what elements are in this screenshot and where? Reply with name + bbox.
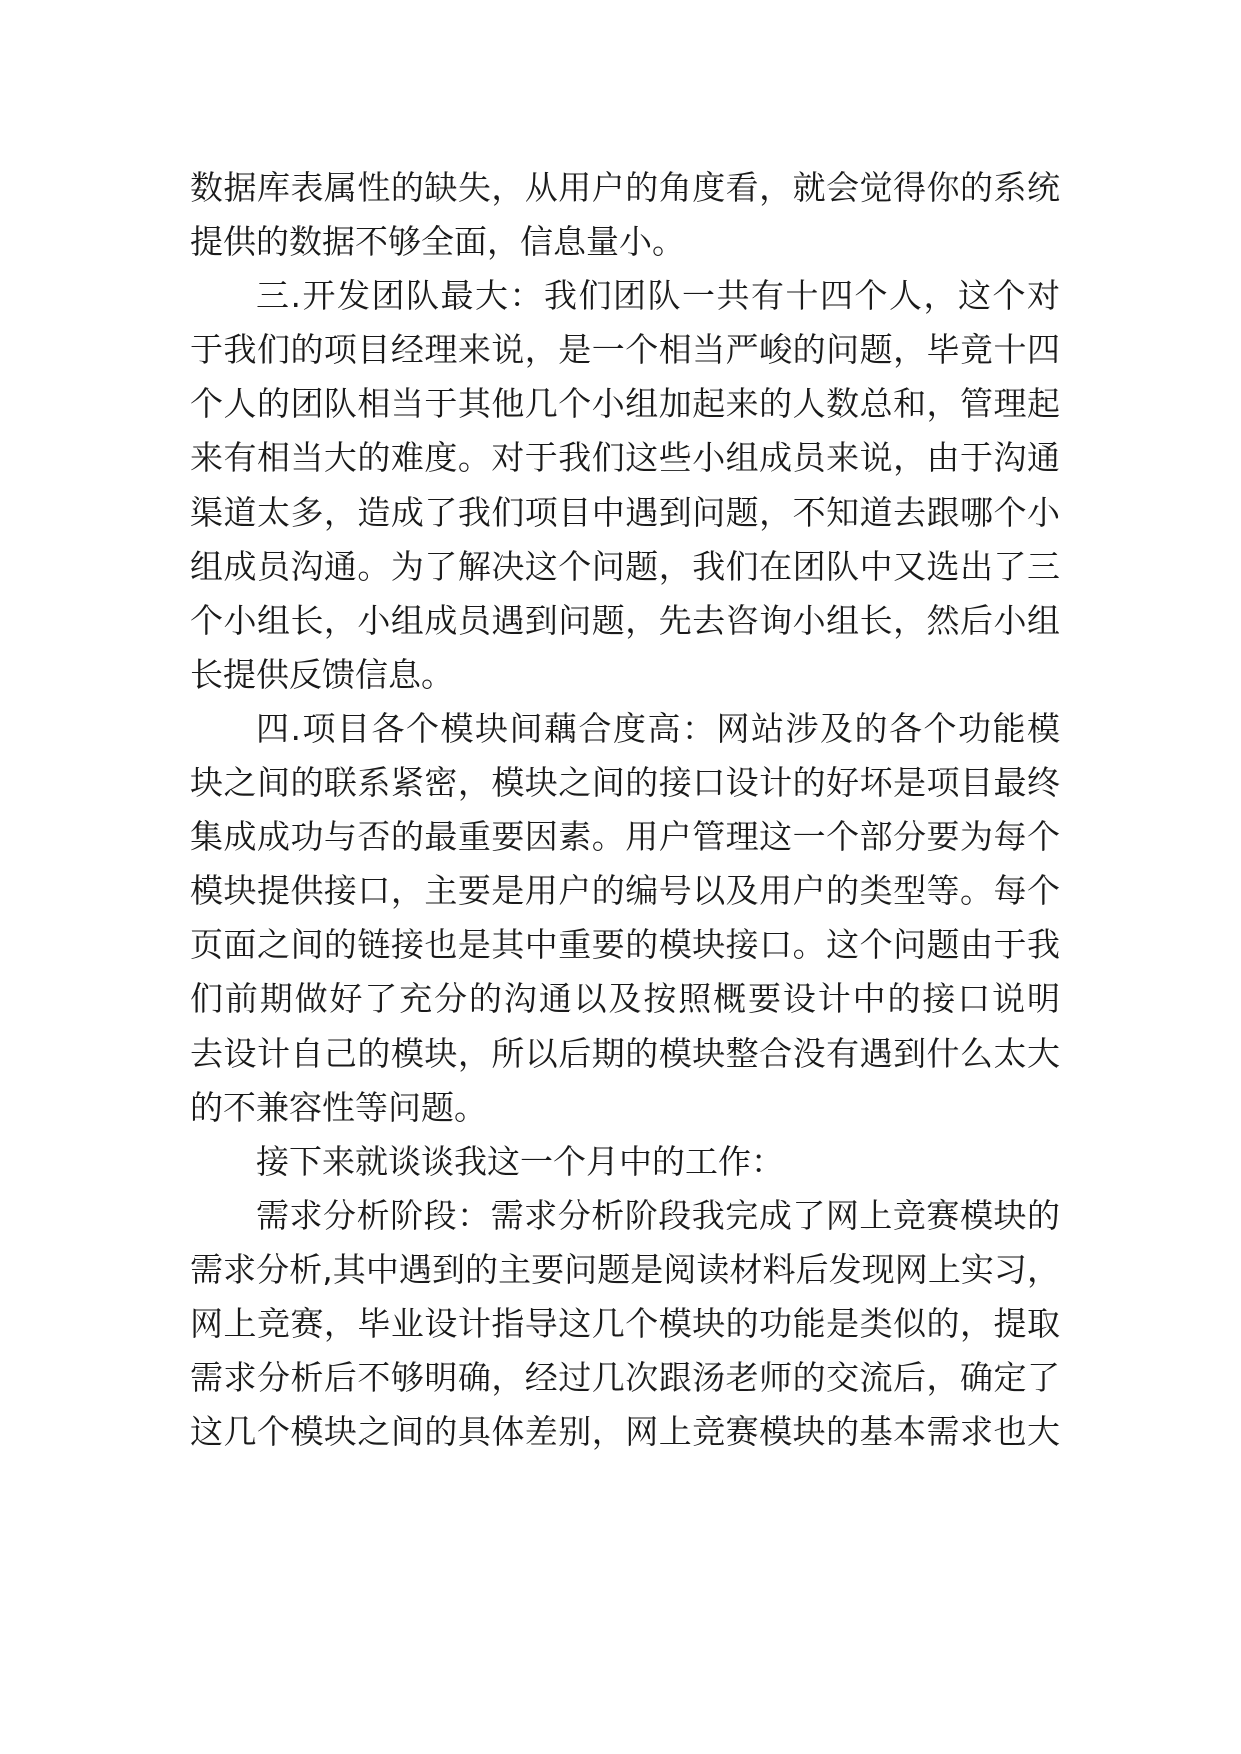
- text-line: 模块提供接口，主要是用户的编号以及用户的类型等。每个: [190, 871, 1060, 911]
- text-line: 网上竞赛，毕业设计指导这几个模块的功能是类似的，提取: [190, 1303, 1060, 1343]
- text-line: 三.开发团队最大：我们团队一共有十四个人，这个对: [256, 276, 1060, 316]
- text-line: 的不兼容性等问题。: [190, 1087, 487, 1127]
- text-line: 渠道太多，造成了我们项目中遇到问题，不知道去跟哪个小: [190, 492, 1060, 532]
- body-text: [190, 161, 1060, 1459]
- text-line: 提供的数据不够全面，信息量小。: [190, 222, 685, 262]
- text-line: 需求分析阶段：需求分析阶段我完成了网上竞赛模块的: [256, 1195, 1060, 1235]
- text-line: 块之间的联系紧密，模块之间的接口设计的好坏是项目最终: [190, 763, 1060, 803]
- text-line: 们前期做好了充分的沟通以及按照概要设计中的接口说明: [190, 979, 1060, 1019]
- text-line: 个小组长，小组成员遇到问题，先去咨询小组长，然后小组: [190, 600, 1060, 640]
- text-line: 这几个模块之间的具体差别，网上竞赛模块的基本需求也大: [190, 1412, 1060, 1452]
- text-line: 接下来就谈谈我这一个月中的工作：: [256, 1141, 784, 1181]
- text-line: 数据库表属性的缺失，从用户的角度看，就会觉得你的系统: [190, 168, 1060, 207]
- text-line: 去设计自己的模块，所以后期的模块整合没有遇到什么太大: [190, 1033, 1060, 1073]
- text-line: 来有相当大的难度。对于我们这些小组成员来说，由于沟通: [190, 438, 1060, 478]
- text-line: 组成员沟通。为了解决这个问题，我们在团队中又选出了三: [190, 546, 1060, 586]
- text-line: 个人的团队相当于其他几个小组加起来的人数总和，管理起: [190, 384, 1060, 424]
- text-line: 集成成功与否的最重要因素。用户管理这一个部分要为每个: [190, 817, 1060, 857]
- text-line: 页面之间的链接也是其中重要的模块接口。这个问题由于我: [190, 925, 1060, 965]
- text-line: 需求分析,其中遇到的主要问题是阅读材料后发现网上实习，: [190, 1249, 1060, 1289]
- text-line: 需求分析后不够明确，经过几次跟汤老师的交流后，确定了: [190, 1358, 1060, 1398]
- text-line: 长提供反馈信息。: [190, 654, 454, 694]
- text-line: 于我们的项目经理来说，是一个相当严峻的问题，毕竟十四: [190, 330, 1060, 370]
- text-line: 四.项目各个模块间藕合度高：网站涉及的各个功能模: [256, 708, 1060, 748]
